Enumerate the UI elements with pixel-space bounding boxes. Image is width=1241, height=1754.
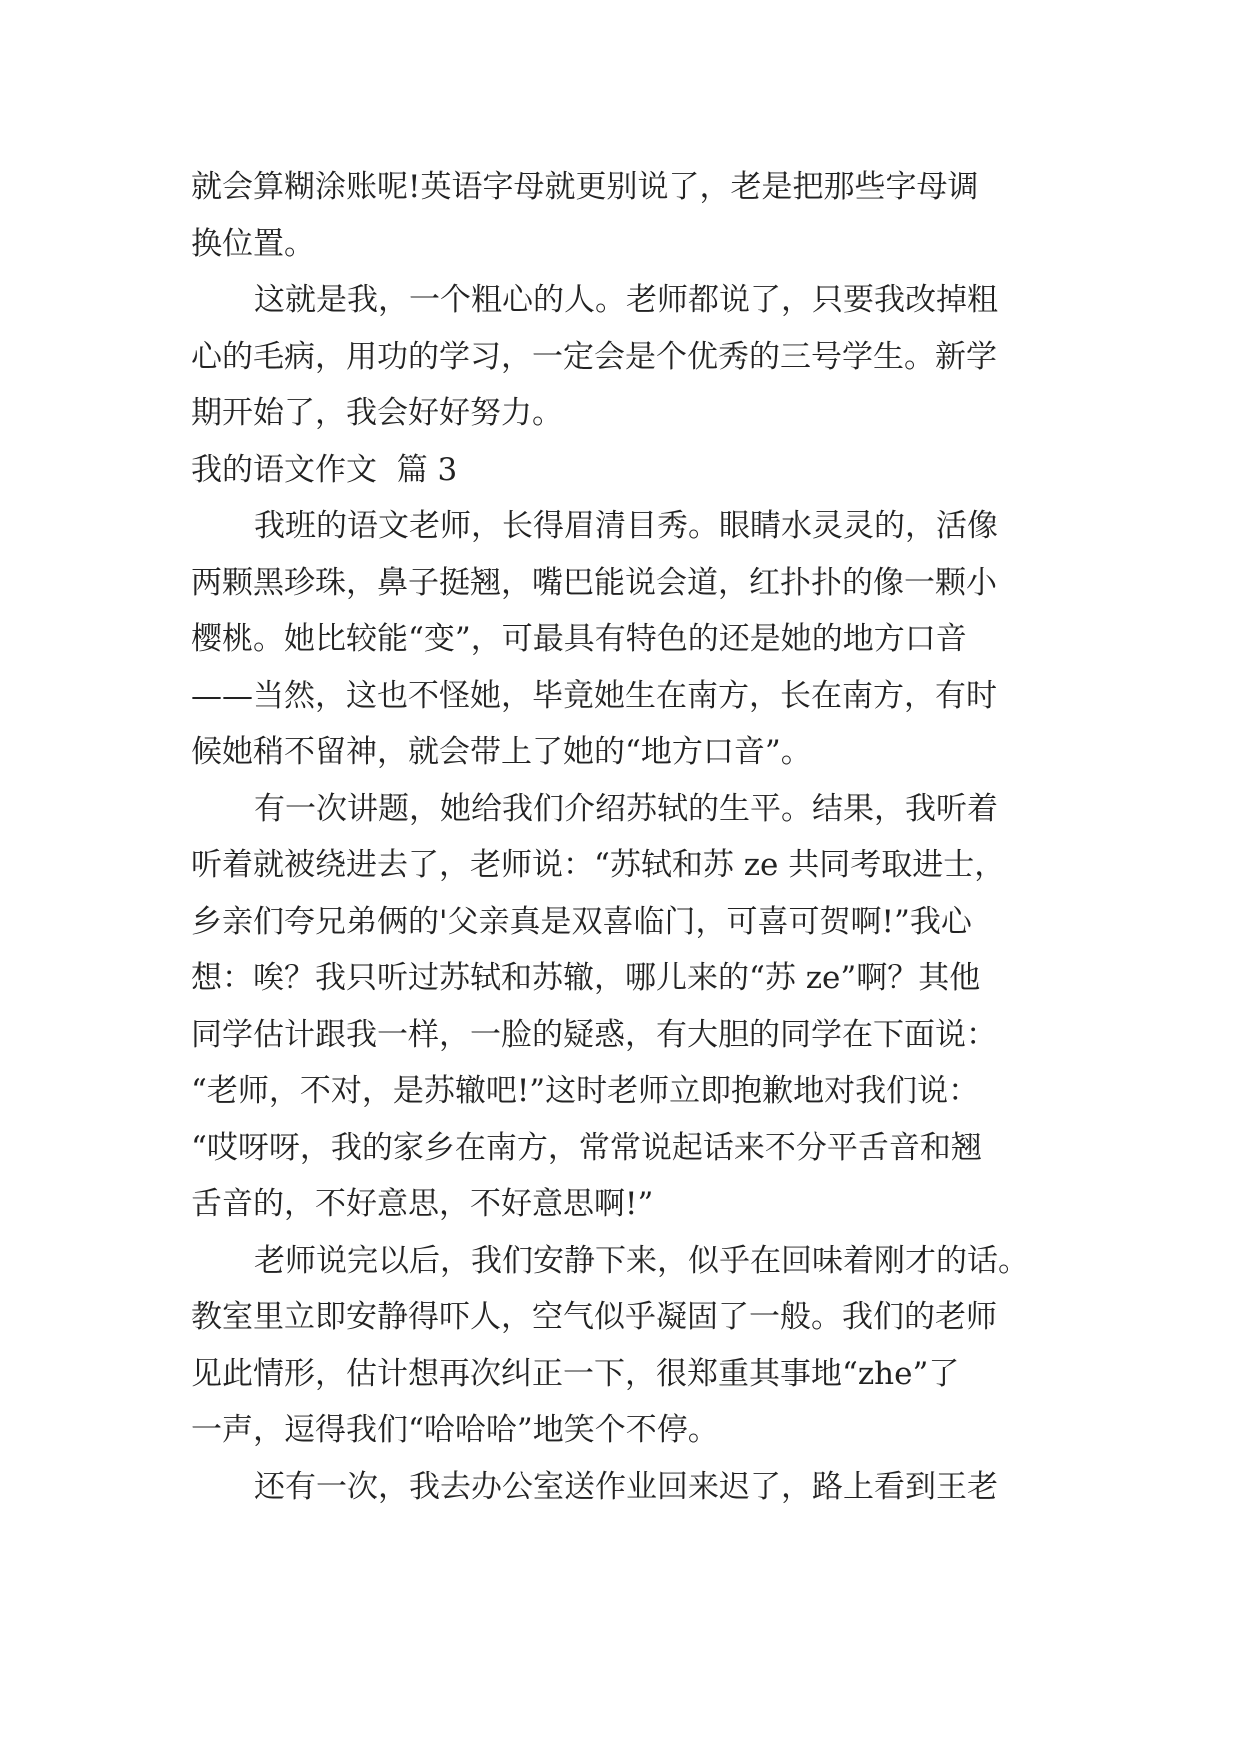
text-line: ——当然，这也不怪她，毕竟她生在南方，长在南方，有时 (191, 678, 997, 714)
text-line: 心的毛病，用功的学习，一定会是个优秀的三号学生。新学 (191, 339, 997, 375)
text-line: 一声，逗得我们“哈哈哈”地笑个不停。 (191, 1412, 719, 1448)
text-line: 乡亲们夸兄弟俩的'父亲真是双喜临门，可喜可贺啊!”我心 (191, 904, 972, 940)
text-line: 舌音的，不好意思，不好意思啊!” (191, 1186, 654, 1222)
text-line: “老师，不对，是苏辙吧!”这时老师立即抱歉地对我们说： (191, 1073, 980, 1109)
text-line: 这就是我，一个粗心的人。老师都说了，只要我改掉粗 (254, 282, 998, 318)
text-line: 两颗黑珍珠，鼻子挺翘，嘴巴能说会道，红扑扑的像一颗小 (191, 565, 997, 601)
text-line: 同学估计跟我一样，一脸的疑惑，有大胆的同学在下面说： (191, 1017, 997, 1053)
text-line: 教室里立即安静得吓人，空气似乎凝固了一般。我们的老师 (191, 1299, 997, 1335)
text-line: 听着就被绕进去了，老师说：“苏轼和苏 ze 共同考取进士， (191, 847, 1006, 883)
text-line: 有一次讲题，她给我们介绍苏轼的生平。结果，我听着 (254, 791, 998, 827)
text-line: 就会算糊涂账呢!英语字母就更别说了，老是把那些字母调 (191, 169, 979, 205)
section-heading: 我的语文作文 篇 3 (191, 452, 458, 488)
text-line: 见此情形，估计想再次纠正一下，很郑重其事地“zhe”了 (191, 1356, 960, 1392)
text-line: 樱桃。她比较能“变”，可最具有特色的还是她的地方口音 (191, 621, 967, 657)
text-line: 想：唉？我只听过苏轼和苏辙，哪儿来的“苏 ze”啊？其他 (191, 960, 981, 996)
text-line: 期开始了，我会好好努力。 (191, 395, 563, 431)
text-line: “哎呀呀，我的家乡在南方，常常说起话来不分平舌音和翘 (191, 1130, 982, 1166)
text-line: 还有一次，我去办公室送作业回来迟了，路上看到王老 (254, 1469, 998, 1505)
text-line: 老师说完以后，我们安静下来，似乎在回味着刚才的话。 (254, 1243, 1029, 1279)
text-line: 候她稍不留神，就会带上了她的“地方口音”。 (191, 734, 812, 770)
text-line: 我班的语文老师，长得眉清目秀。眼睛水灵灵的，活像 (254, 508, 998, 544)
text-line: 换位置。 (191, 226, 315, 262)
